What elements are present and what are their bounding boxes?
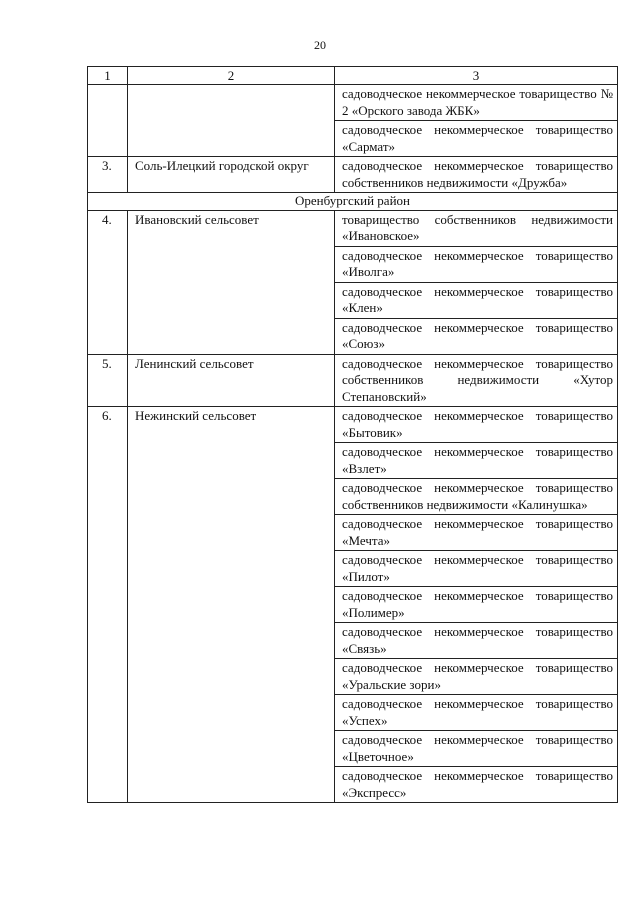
row-number: 5. — [88, 354, 128, 407]
organization-name: садоводческое некоммерческое товарищество собственников недвижимости «Дружба» — [335, 157, 618, 193]
header-col-2: 2 — [128, 67, 335, 85]
settlement-name — [128, 85, 335, 157]
organization-name: садоводческое некоммерческое товарищество «Пилот» — [335, 551, 618, 587]
organization-name: садоводческое некоммерческое товарищество № 2 «Орского завода ЖБК» — [335, 85, 618, 121]
table-row — [88, 354, 618, 407]
organization-name: садоводческое некоммерческое товарищество «Мечта» — [335, 515, 618, 551]
organization-name: садоводческое некоммерческое товарищество «Полимер» — [335, 587, 618, 623]
organization-name: садоводческое некоммерческое товарищество «Иволга» — [335, 246, 618, 282]
organization-name: садоводческое некоммерческое товарищество «Клен» — [335, 282, 618, 318]
row-number — [88, 85, 128, 157]
page-number: 20 — [314, 38, 326, 52]
organization-name: садоводческое некоммерческое товарищество собственников недвижимости «Хутор Степановский» — [335, 354, 618, 407]
organization-name: садоводческое некоммерческое товарищество «Успех» — [335, 695, 618, 731]
organization-name: товарищество собственников недвижимости «Ивановское» — [335, 210, 618, 246]
table-row — [88, 210, 618, 246]
settlement-name: Ивановский сельсовет — [128, 210, 335, 354]
table-header-row — [88, 67, 618, 85]
organization-name: садоводческое некоммерческое товарищество «Связь» — [335, 623, 618, 659]
table-row — [88, 85, 618, 121]
organization-name: садоводческое некоммерческое товарищество «Сармат» — [335, 121, 618, 157]
header-col-3: 3 — [335, 67, 618, 85]
registry-table — [87, 66, 618, 803]
organization-name: садоводческое некоммерческое товарищество «Союз» — [335, 318, 618, 354]
settlement-name: Ленинский сельсовет — [128, 354, 335, 407]
header-col-1: 1 — [88, 67, 128, 85]
table-row — [88, 407, 618, 443]
organization-name: садоводческое некоммерческое товарищество «Цветочное» — [335, 731, 618, 767]
organization-name: садоводческое некоммерческое товарищество «Уральские зори» — [335, 659, 618, 695]
row-number: 6. — [88, 407, 128, 803]
district-name: Оренбургский район — [88, 193, 618, 211]
organization-name: садоводческое некоммерческое товарищество «Экспресс» — [335, 767, 618, 803]
settlement-name: Соль-Илецкий городской округ — [128, 157, 335, 193]
organization-name: садоводческое некоммерческое товарищество «Взлет» — [335, 443, 618, 479]
district-row — [88, 193, 618, 211]
organization-name: садоводческое некоммерческое товарищество «Бытовик» — [335, 407, 618, 443]
settlement-name: Нежинский сельсовет — [128, 407, 335, 803]
table-row — [88, 157, 618, 193]
row-number: 4. — [88, 210, 128, 354]
organization-name: садоводческое некоммерческое товарищество собственников недвижимости «Калинушка» — [335, 479, 618, 515]
row-number: 3. — [88, 157, 128, 193]
